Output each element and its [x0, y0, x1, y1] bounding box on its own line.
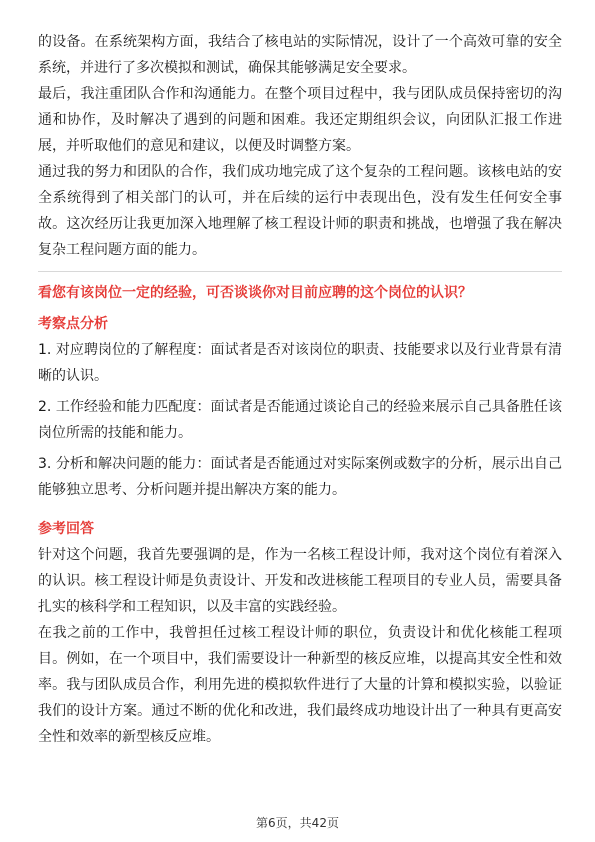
interview-question: 看您有该岗位一定的经验，可否谈谈你对目前应聘的这个岗位的认识？ [38, 285, 472, 301]
answer-paragraph: 在我之前的工作中，我曾担任过核工程设计师的职位，负责设计和优化核能工程项目。例如，在一个项目中，我们需要设计一种新型的核反应堆，以提高其安全性和效率。我与团队成员合作，利用先进的模拟软件进行了大量的计算和模拟实验，以验证我们的设计方案。通过不断的优化和改进，我们最终成功地设计出了一种具有更高安全性和效率的新型核反应堆。 [38, 625, 562, 745]
analysis-item: 3. 分析和解决问题的能力：面试者是否能通过对实际案例或数字的分析，展示出自己能够独立思考、分析问题并提出解决方案的能力。 [38, 456, 562, 498]
analysis-item: 1. 对应聘岗位的了解程度：面试者是否对该岗位的职责、技能要求以及行业背景有清晰的认识。 [38, 342, 562, 384]
body-paragraph: 最后，我注重团队合作和沟通能力。在整个项目过程中，我与团队成员保持密切的沟通和协作，及时解决了遇到的问题和困难。我还定期组织会议，向团队汇报工作进展，并听取他们的意见和建议，以便及时调整方案。 [38, 86, 562, 154]
document-page [38, 29, 562, 750]
analysis-item: 2. 工作经验和能力匹配度：面试者是否能通过谈论自己的经验来展示自己具备胜任该岗位所需的技能和能力。 [38, 399, 562, 441]
body-paragraph: 通过我的努力和团队的合作，我们成功地完成了这个复杂的工程问题。该核电站的安全系统得到了相关部门的认可，并在后续的运行中表现出色，没有发生任何安全事故。这次经历让我更加深入地理解了核工程设计师的职责和挑战，也增强了我在解决复杂工程问题方面的能力。 [38, 164, 562, 258]
analysis-heading: 考察点分析 [38, 316, 108, 332]
answer-heading: 参考回答 [38, 521, 94, 537]
body-paragraph: 的设备。在系统架构方面，我结合了核电站的实际情况，设计了一个高效可靠的安全系统，并进行了多次模拟和测试，确保其能够满足安全要求。 [38, 34, 562, 76]
section-divider [38, 271, 562, 272]
answer-paragraph: 针对这个问题，我首先要强调的是，作为一名核工程设计师，我对这个岗位有着深入的认识。核工程设计师是负责设计、开发和改进核能工程项目的专业人员，需要具备扎实的核科学和工程知识，以及丰富的实践经验。 [38, 547, 562, 615]
page-number: 第6页，共42页 [256, 816, 339, 830]
